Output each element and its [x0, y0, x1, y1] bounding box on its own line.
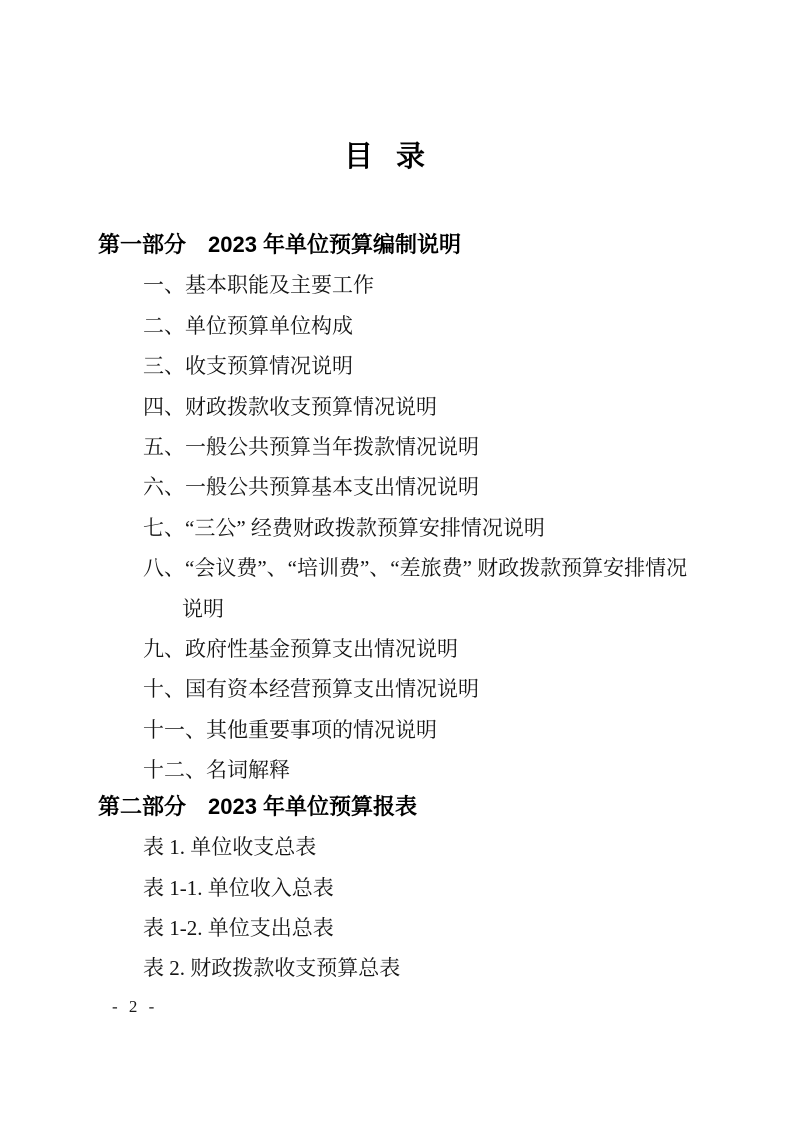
- toc-entry: 一、基本职能及主要工作: [143, 273, 374, 298]
- part-2-heading: 第二部分 2023 年单位预算报表: [98, 793, 418, 819]
- page-number: - 2 -: [112, 996, 155, 1016]
- toc-part-1: [0, 225, 793, 791]
- page-title: 目 录: [344, 141, 426, 173]
- toc-entry: 四、财政拨款收支预算情况说明: [143, 394, 437, 419]
- toc-entry-continuation: 说明: [182, 596, 224, 621]
- toc-entry: 五、一般公共预算当年拨款情况说明: [143, 435, 479, 460]
- toc-entry: 七、“三公” 经费财政拨款预算安排情况说明: [143, 515, 545, 540]
- toc-entry: 表 1-1. 单位收入总表: [143, 875, 334, 900]
- toc-entry: 八、“会议费”、“培训费”、“差旅费” 财政拨款预算安排情况: [143, 556, 688, 581]
- toc-entry: 二、单位预算单位构成: [143, 313, 353, 338]
- toc-entry: 表 1. 单位收支总表: [143, 835, 317, 860]
- toc-entry: 表 2. 财政拨款收支预算总表: [143, 956, 401, 981]
- toc-entry: 十一、其他重要事项的情况说明: [143, 717, 437, 742]
- toc-entry: 十二、名词解释: [143, 758, 290, 783]
- toc-entry: 表 1-2. 单位支出总表: [143, 915, 334, 940]
- toc-entry: 十、国有资本经营预算支出情况说明: [143, 677, 479, 702]
- toc-part-2: [0, 787, 793, 989]
- toc-entry: 九、政府性基金预算支出情况说明: [143, 637, 458, 662]
- toc-entry: 三、收支预算情况说明: [143, 354, 353, 379]
- part-1-heading: 第一部分 2023 年单位预算编制说明: [98, 232, 462, 257]
- toc-entry: 六、一般公共预算基本支出情况说明: [143, 475, 479, 500]
